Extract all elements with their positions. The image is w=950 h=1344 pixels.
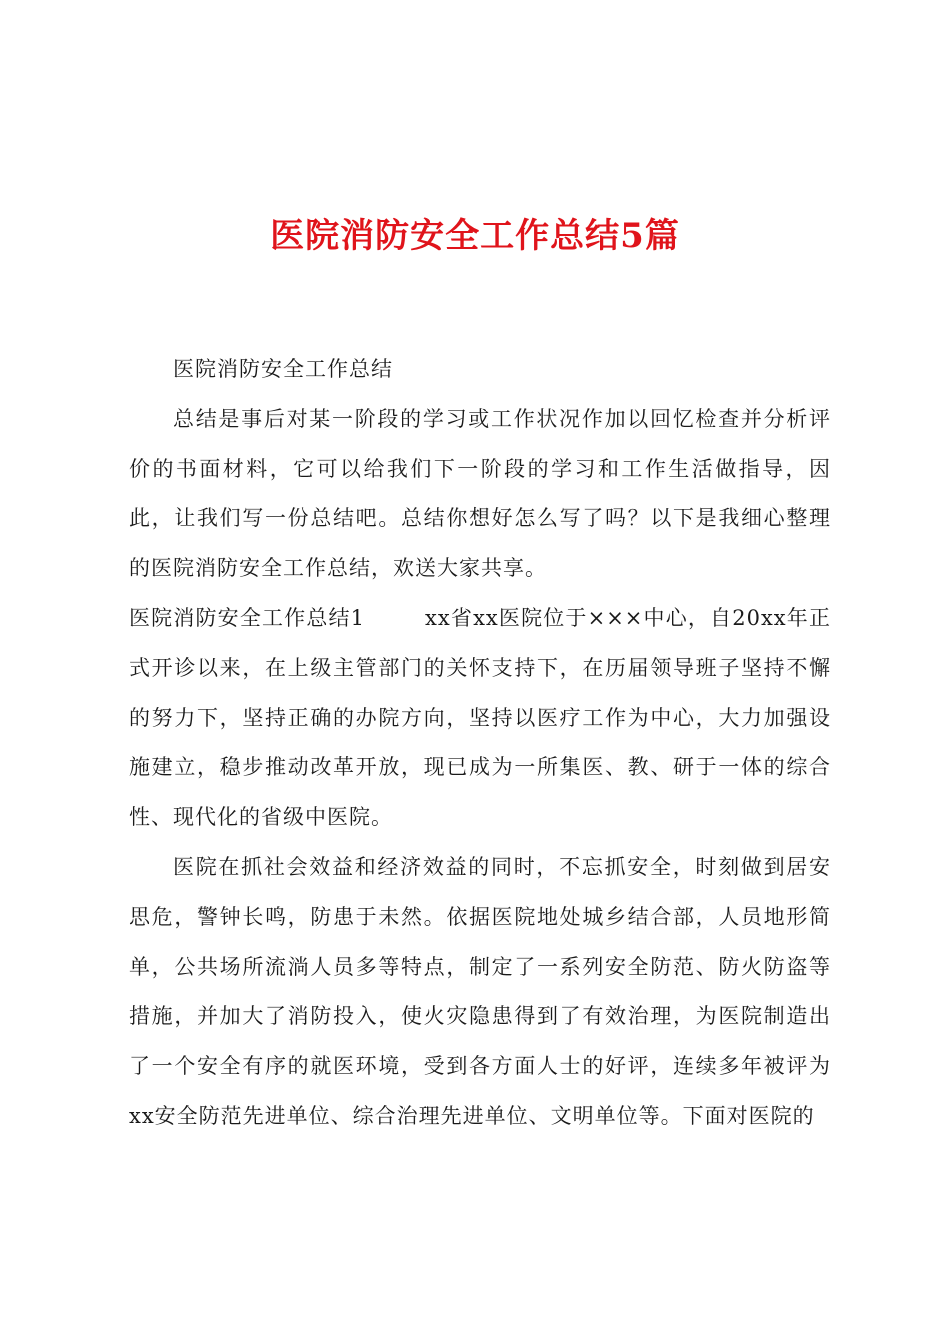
section-1-text: xx省xx医院位于×××中心，自20xx年正式开诊以来，在上级主管部门的关怀支持下，在历届领导班子坚持不懈的努力下，坚持正确的办院方向，坚持以医疗工作为中心，大力加强设施建立，稳步推动改革开放，现已成为一所集医、教、研于一体的综合性、现代化的省级中医院。 (129, 605, 831, 830)
document-body (129, 345, 831, 1142)
document-subtitle: 医院消防安全工作总结 (173, 357, 393, 381)
body-paragraph-2: 医院在抓社会效益和经济效益的同时，不忘抓安全，时刻做到居安思危，警钟长鸣，防患于未然。依据医院地处城乡结合部，人员地形简单，公共场所流淌人员多等特点，制定了一系列安全防范、防火防盗等措施，并加大了消防投入，使火灾隐患得到了有效治理，为医院制造出了一个安全有序的就医环境，受到各方面人士的好评，连续多年被评为xx安全防范先进单位、综合治理先进单位、文明单位等。下面对医院的 (129, 854, 831, 1128)
section-1-label: 医院消防安全工作总结1 (129, 605, 366, 630)
document-title: 医院消防安全工作总结5篇 (270, 216, 680, 256)
intro-paragraph: 总结是事后对某一阶段的学习或工作状况作加以回忆检查并分析评价的书面材料，它可以给我们下一阶段的学习和工作生活做指导，因此，让我们写一份总结吧。总结你想好怎么写了吗？以下是我细心整理的医院消防安全工作总结，欢送大家共享。 (129, 406, 831, 581)
section-1-paragraph (129, 594, 831, 843)
